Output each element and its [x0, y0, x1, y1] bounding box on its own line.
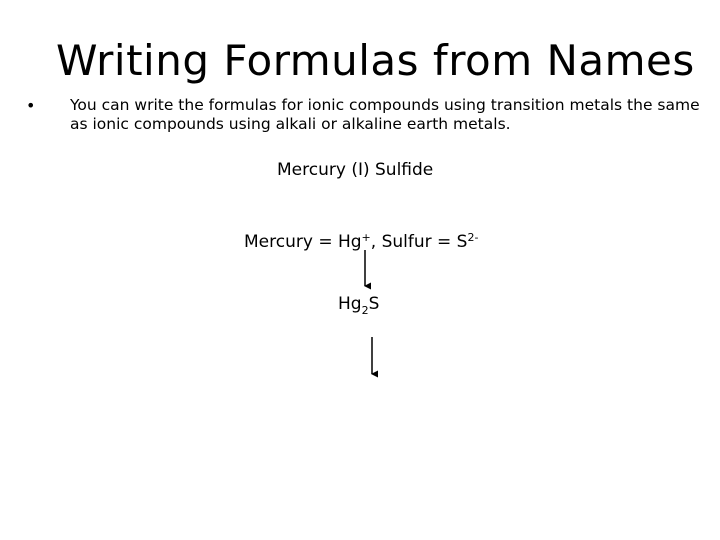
ion-charges-line [244, 232, 478, 251]
bullet-text: You can write the formulas for ionic compounds using transition metals the same as ionic compounds using alkali or alkaline earth metals. [70, 96, 700, 133]
formula-subscript: 2 [361, 304, 369, 317]
formula-element-mercury: Hg [338, 294, 362, 314]
sulfur-ion-charge: 2- [467, 231, 479, 244]
mercury-ion-charge: + [361, 231, 371, 244]
sulfur-ion-label: , Sulfur = S [370, 232, 468, 252]
mercury-ion-label: Mercury = Hg [244, 232, 362, 252]
compound-name: Mercury (I) Sulfide [277, 160, 434, 180]
slide-title: Writing Formulas from Names [56, 36, 695, 85]
formula-element-sulfur: S [368, 294, 380, 314]
chemical-formula [338, 296, 379, 316]
bullet-icon: • [26, 96, 36, 115]
